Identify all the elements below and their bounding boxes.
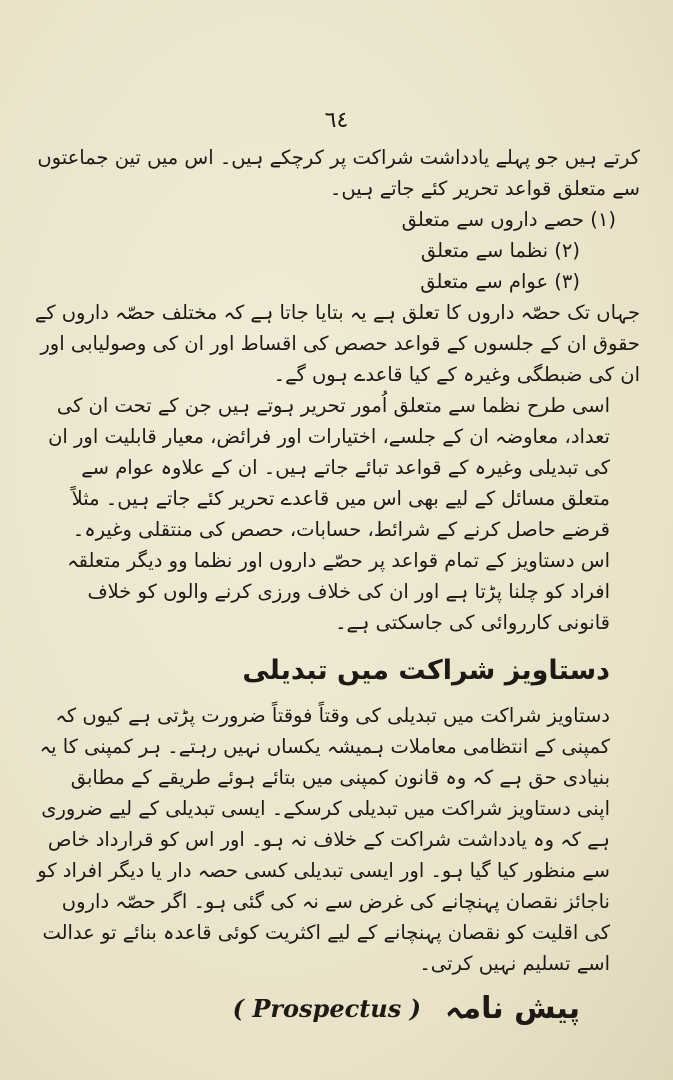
prospectus-heading <box>32 993 640 1024</box>
list-item: (۱) حصے داروں سے متعلق <box>401 208 616 231</box>
section-heading: دستاویز شراکت میں تبدیلی <box>242 655 610 686</box>
paragraph-1: کرتے ہیں جو پہلے یادداشت شراکت پر کرچکے ہیں۔ اس میں تین جماعتوں سے متعلق قواعد تحریر کئے جاتے ہیں۔ <box>37 146 640 200</box>
paragraph-2: جہاں تک حصّہ داروں کا تعلق ہے یہ بتایا جاتا ہے کہ مختلف حصّہ داروں کے حقوق ان کے جلسوں کے قواعد حصص کی اقساط اور ان کی وصولیابی اور ان کی ضبطگی وغیرہ کے کیا قاعدے ہوں گے۔ <box>34 301 640 386</box>
list-item: (۲) نظما سے متعلق <box>420 239 580 262</box>
page-number: ٦٤ <box>324 108 349 133</box>
paragraph-4: اس دستاویز کے تمام قواعد پر حصّے داروں اور نظما وو دیگر متعلقہ افراد کو چلنا پڑتا ہے اور ان کی خلاف ورزی کرنے والوں کو خلاف قانونی کارروائی کی جاسکتی ہے۔ <box>67 549 610 634</box>
prospectus-english-title: ( Prospectus ) <box>232 994 421 1023</box>
party-list <box>32 204 640 297</box>
body-text <box>32 142 640 1024</box>
prospectus-urdu-title: پیش نامہ <box>444 991 580 1026</box>
list-item: (۳) عوام سے متعلق <box>420 270 580 293</box>
paragraph-3: اسی طرح نظما سے متعلق اُمور تحریر ہوتے ہیں جن کے تحت ان کی تعداد، معاوضہ ان کے جلسے، اختیارات اور فرائض، معیار قابلیت اور ان کی تبدیلی وغیرہ کے قواعد تبائے جاتے ہیں۔ ان کے علاوہ عوام سے متعلق مسائل کے لیے بھی اس میں قاعدے تحریر کئے جاتے ہیں۔ مثلاً قرضے حاصل کرنے کے شرائط، حسابات، حصص کی منتقلی وغیرہ۔ <box>48 394 610 541</box>
paragraph-5: دستاویز شراکت میں تبدیلی کی وقتاً فوقتاً ضرورت پڑتی ہے کیوں کہ کمپنی کے انتظامی معاملات ہمیشہ یکساں نہیں رہتے۔ ہر کمپنی کا یہ بنیادی حق ہے کہ وہ قانون کمپنی میں بتائے ہوئے طریقے کے مطابق اپنی دستاویز شراکت میں تبدیلی کرسکے۔ ایسی تبدیلی کے لیے ضروری ہے کہ وہ یادداشت شراکت کے خلاف نہ ہو۔ اور اس کو قرارداد خاص سے منظور کیا گیا ہو۔ اور ایسی تبدیلی کسی حصہ دار یا دیگر افراد کو ناجائز نقصان پہنچانے کی غرض سے نہ کی گئی ہو۔ اگر حصّہ داروں کی اقلیت کو نقصان پہنچانے کے لیے اکثریت کوئی قاعدہ بنائے تو عدالت اسے تسلیم نہیں کرتی۔ <box>37 704 610 975</box>
